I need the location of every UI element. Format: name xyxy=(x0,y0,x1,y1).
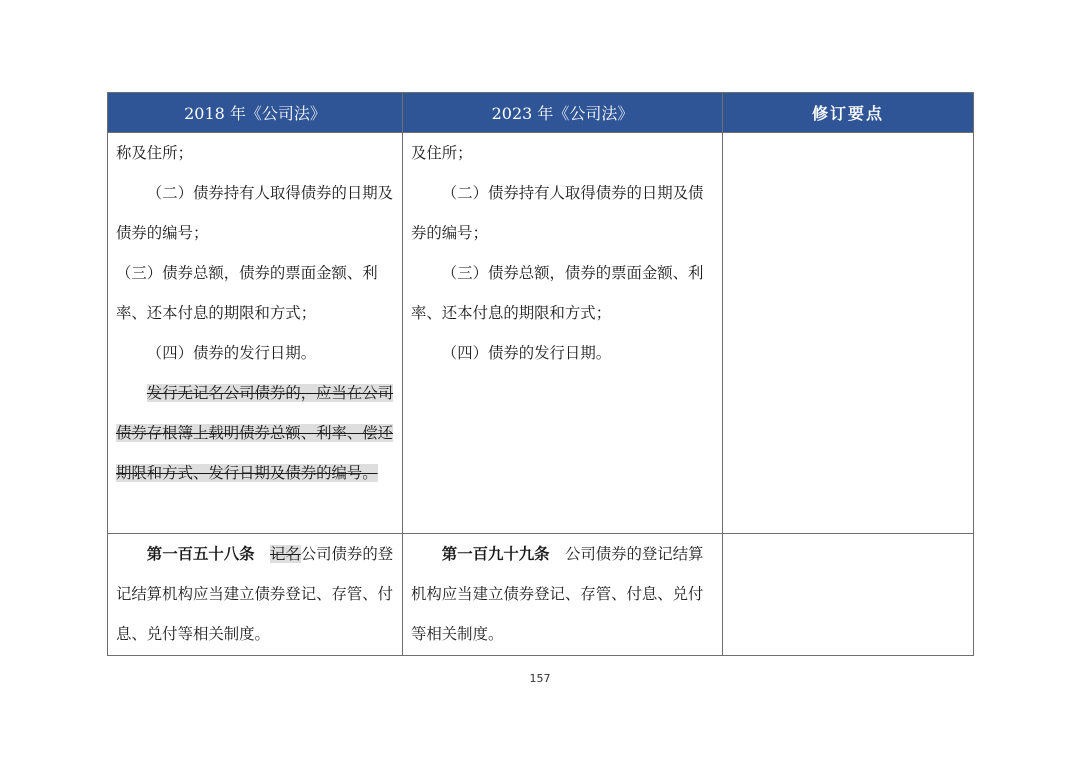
paragraph: （二）债券持有人取得债券的日期及债券的编号； xyxy=(116,184,394,242)
cell-2023-text xyxy=(403,133,723,534)
article-text: 公司债券的登记结算机构应当建立债券登记、存管、付息、兑付等相关制度。 xyxy=(116,545,394,643)
article-number: 第一百五十八条 xyxy=(146,545,255,563)
cell-2023-text xyxy=(403,534,723,656)
paragraph: 称及住所； xyxy=(116,144,193,162)
cell-2018-text xyxy=(108,534,403,656)
paragraph: （四）债券的发行日期。 xyxy=(146,344,317,362)
header-2018-law: 2018 年《公司法》 xyxy=(108,93,403,133)
cell-2018-text xyxy=(108,133,403,534)
paragraph: （三）债券总额，债券的票面金额、利率、还本付息的期限和方式； xyxy=(116,264,378,322)
article-number: 第一百九十九条 xyxy=(441,545,550,563)
header-revision-points: 修订要点 xyxy=(723,93,974,133)
cell-revision-notes xyxy=(723,534,974,656)
paragraph: （四）债券的发行日期。 xyxy=(441,344,612,362)
paragraph: 及住所； xyxy=(411,144,473,162)
table-row xyxy=(108,534,974,656)
deleted-text: 记名 xyxy=(269,545,301,563)
page-number: 157 xyxy=(529,672,551,685)
paragraph: （三）债券总额，债券的票面金额、利率、还本付息的期限和方式； xyxy=(411,264,704,322)
header-2023-law: 2023 年《公司法》 xyxy=(403,93,723,133)
paragraph: （二）债券持有人取得债券的日期及债券的编号； xyxy=(411,184,704,242)
comparison-table xyxy=(107,92,974,656)
cell-revision-notes xyxy=(723,133,974,534)
table-row xyxy=(108,133,974,534)
article-text: 公司债券的登记结算机构应当建立债券登记、存管、付息、兑付等相关制度。 xyxy=(411,545,704,643)
header-row xyxy=(108,93,974,133)
deleted-text: 发行无记名公司债券的，应当在公司债券存根簿上载明债券总额、利率、偿还期限和方式、发行日期及债券的编号。 xyxy=(116,384,394,482)
